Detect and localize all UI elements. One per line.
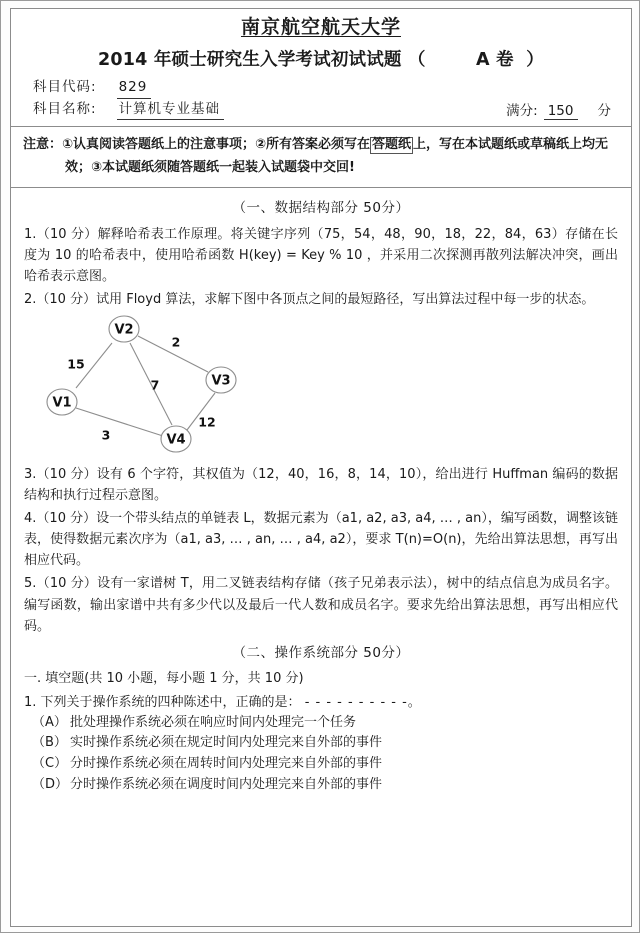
full-score-unit: 分 (597, 103, 611, 120)
choice-d (24, 775, 618, 796)
edge-v1-v4 (76, 408, 163, 436)
vertex-label-v3: V3 (211, 373, 231, 389)
answer-sheet-boxed-term: 答题纸 (372, 137, 412, 153)
choice-d-text: 分时操作系统必须在调度时间内处理完来自外部的事件 (70, 776, 383, 792)
notice-text-b: 上，写在本试题纸或草稿纸上均无 (413, 137, 609, 153)
notice-block (11, 127, 631, 188)
choice-c (24, 754, 618, 775)
edge-weight-v3-v4: 12 (198, 414, 216, 430)
graph-edge-weights (67, 335, 215, 443)
os-question-1-blank: - - - - - - - - - -。 (304, 694, 422, 710)
choice-b (24, 733, 618, 754)
subject-code-label: 科目代码: (33, 78, 97, 95)
vertex-label-v4: V4 (166, 432, 186, 448)
graph-svg (24, 312, 631, 460)
notice-line-2: 效；③本试题纸须随答题纸一起装入试题袋中交回! (65, 159, 355, 175)
choice-c-key: （C） (32, 756, 68, 772)
os-question-1-stem (24, 692, 618, 713)
choice-c-text: 分时操作系统必须在周转时间内处理完来自外部的事件 (70, 756, 383, 772)
vertex-label-v1: V1 (52, 395, 72, 411)
notice-prefix: 注意： (23, 137, 63, 153)
choice-b-text: 实时操作系统必须在规定时间内处理完来自外部的事件 (70, 735, 383, 751)
graph-vertices (47, 316, 236, 452)
section-head-operating-systems: （二、操作系统部分 50分） (232, 644, 410, 661)
edge-weight-v1-v4: 3 (101, 427, 111, 443)
notice-line-1 (23, 134, 617, 156)
os-question-1-text: 1. 下列关于操作系统的四种陈述中，正确的是： (24, 694, 301, 710)
exam-header (11, 9, 631, 127)
question-4: 4.（10 分）设一个带头结点的单链表 L，数据元素为（a1, a2, a3, a4, … , an），编写函数，调整该链表，使得数据元素次序为（a1, a3, … , an, … , a4, a2），要求 T(n)=O(n)，先给出算法思想，再写出相应代码。 (24, 511, 618, 569)
question-2: 2.（10 分）试用 Floyd 算法，求解下图中各顶点之间的最短路径，写出算法过程中每一步的状态。 (24, 292, 595, 308)
full-score-label: 满分: (506, 103, 538, 120)
graph-edges (76, 336, 215, 436)
choice-a-text: 批处理操作系统必须在响应时间内处理完一个任务 (70, 714, 357, 730)
question-1: 1.（10 分）解释哈希表工作原理。将关键字序列（75，54，48，90，18，22，84，63）存储在长度为 10 的哈希表中，使用哈希函数 H(key) = Key % 10 ，并采用二次探测再散列法解决冲突，画出哈希表示意图。 (24, 227, 618, 285)
subject-name-value: 计算机专业基础 (117, 99, 225, 121)
choice-a-key: （A） (32, 714, 67, 730)
subject-code-value: 829 (117, 77, 152, 99)
subject-name-label: 科目名称: (33, 100, 97, 117)
subject-code-row (33, 77, 617, 99)
question-3: 3.（10 分）设有 6 个字符，其权值为（12，40，16，8，14，10），给出进行 Huffman 编码的数据结构和执行过程示意图。 (24, 467, 618, 504)
full-score-value: 150 (544, 103, 578, 120)
edge-weight-v2-v4: 7 (150, 377, 160, 393)
choice-d-key: （D） (32, 776, 69, 792)
os-question-1-choices (24, 713, 618, 796)
notice-text-a: ①认真阅读答题纸上的注意事项；②所有答案必须写在 (62, 137, 371, 153)
edge-weight-v2-v3: 2 (171, 334, 181, 350)
exam-title: 2014 年硕士研究生入学考试初试试题 （ A 卷 ） (98, 49, 544, 70)
choice-b-key: （B） (32, 735, 67, 751)
fill-in-blank-heading: 一. 填空题(共 10 小题，每小题 1 分，共 10 分) (24, 671, 304, 687)
section-head-data-structures: （一、数据结构部分 50分） (232, 200, 410, 217)
university-name: 南京航空航天大学 (240, 16, 401, 38)
exam-sheet (10, 8, 632, 927)
full-score-row (506, 99, 611, 120)
exam-meta (11, 77, 631, 123)
floyd-graph-figure (24, 312, 618, 460)
question-5: 5.（10 分）设有一家谱树 T，用二叉链表结构存储（孩子兄弟表示法），树中的结点信息为成员名字。编写函数，输出家谱中共有多少代以及最后一代人数和成员名字。要求先给出算法思想，再写出相应代码。 (24, 576, 618, 634)
edge-weight-v1-v2: 15 (67, 356, 85, 372)
choice-a (24, 713, 618, 734)
vertex-label-v2: V2 (114, 322, 134, 338)
exam-body (11, 188, 631, 926)
